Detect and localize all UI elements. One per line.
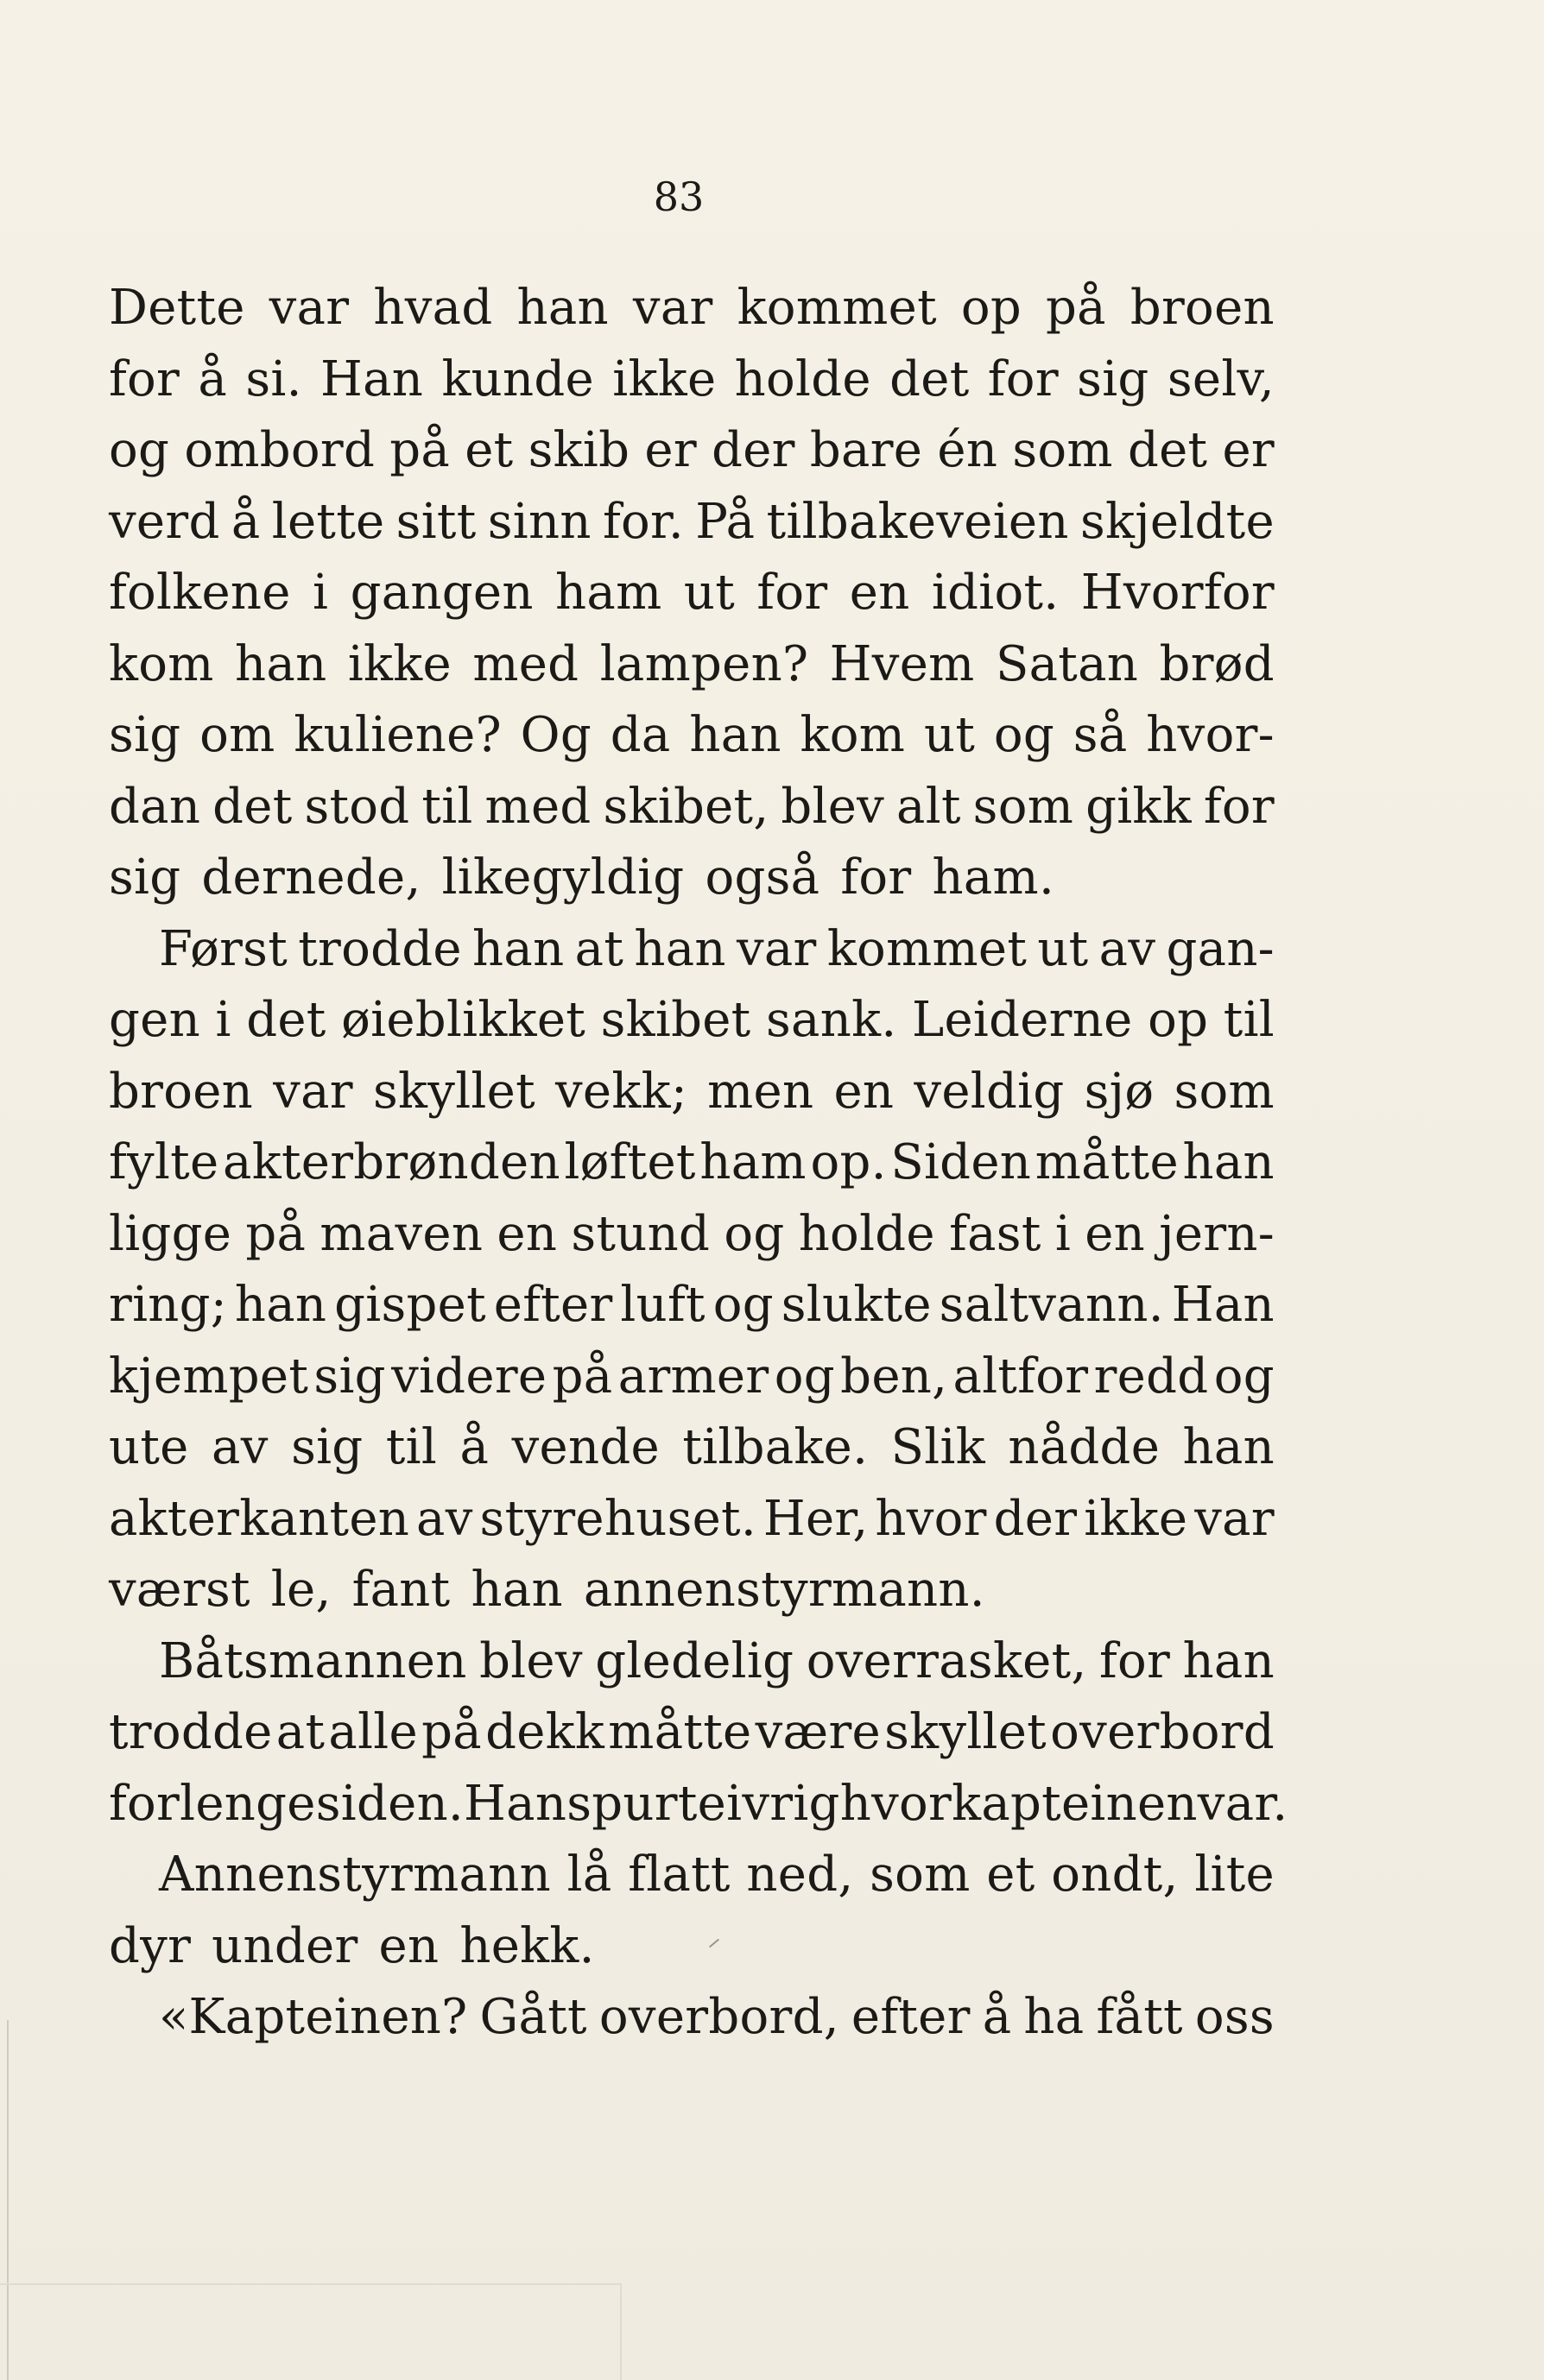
text-line — [109, 1555, 1275, 1626]
word: gan- — [1166, 920, 1275, 977]
word: var. — [1197, 1775, 1288, 1832]
word: overbord — [1050, 1704, 1275, 1760]
word: i — [215, 992, 231, 1048]
word: folkene — [109, 565, 291, 621]
word: blev — [479, 1632, 583, 1689]
word: han — [472, 920, 565, 977]
word: sig — [313, 1348, 386, 1405]
word: Siden — [890, 1134, 1032, 1190]
word: gangen — [350, 565, 534, 621]
word: vende — [511, 1419, 660, 1475]
word: kom — [800, 707, 906, 763]
word: Han — [464, 1775, 567, 1832]
word: å — [231, 493, 261, 550]
word: holde — [798, 1205, 935, 1262]
word: én — [937, 422, 998, 478]
word: at — [275, 1704, 326, 1760]
word: Dette — [109, 280, 245, 336]
word: sig — [109, 849, 181, 906]
word: tilbake. — [682, 1419, 869, 1475]
word: han — [516, 280, 609, 336]
word: ut — [1037, 920, 1089, 977]
word: lå — [566, 1847, 612, 1903]
word: Her, — [763, 1490, 869, 1547]
page-number: 83 — [653, 174, 705, 220]
word: for. — [602, 493, 684, 550]
word: ikke — [347, 635, 452, 692]
word: Først — [159, 920, 288, 977]
word: han — [689, 707, 781, 763]
word: ikke — [1084, 1490, 1188, 1547]
word: for — [109, 350, 180, 407]
word: der — [993, 1490, 1078, 1547]
word: lampen? — [599, 635, 809, 692]
word: idiot. — [931, 565, 1060, 621]
word: et — [986, 1847, 1035, 1903]
word: altfor — [952, 1348, 1089, 1405]
text-line — [109, 415, 1275, 487]
word: løftet — [564, 1134, 696, 1190]
word: ombord — [184, 422, 376, 478]
text-line — [109, 1127, 1275, 1199]
word: skibet — [600, 992, 751, 1048]
word: hekk. — [459, 1917, 595, 1974]
word: efter — [851, 1989, 971, 2045]
word: broen — [1130, 280, 1275, 336]
word: si. — [245, 350, 302, 407]
word: en — [378, 1917, 440, 1974]
word: han — [634, 920, 726, 977]
word: skyllet — [373, 1063, 535, 1120]
word: var — [632, 280, 713, 336]
word: Satan — [995, 635, 1139, 692]
word: og — [712, 1277, 774, 1333]
word: ondt, — [1051, 1847, 1179, 1903]
word: bare — [809, 422, 923, 478]
text-line — [109, 1199, 1275, 1271]
word: kjempet — [109, 1348, 309, 1405]
word: armer — [617, 1348, 769, 1405]
word: et — [465, 422, 514, 478]
word: ivrig — [726, 1775, 840, 1832]
word: fast — [949, 1205, 1041, 1262]
word: kuliene? — [294, 707, 502, 763]
word: flatt — [628, 1847, 731, 1903]
text-line — [109, 1982, 1275, 2054]
word: Slik — [890, 1419, 985, 1475]
text-line — [109, 772, 1275, 843]
word: ring; — [109, 1277, 227, 1333]
word: gikk — [1085, 778, 1192, 835]
text-line — [109, 273, 1275, 344]
word: ute — [109, 1419, 189, 1475]
text-line — [109, 487, 1275, 559]
word: en — [849, 565, 910, 621]
word: fått — [1096, 1989, 1183, 2045]
word: gledelig — [595, 1632, 794, 1689]
word: efter — [493, 1277, 613, 1333]
word: det — [246, 992, 326, 1048]
word: Båtsmannen — [159, 1632, 467, 1689]
word: ligge — [109, 1205, 232, 1262]
word: Og — [520, 707, 592, 763]
word: at — [574, 920, 624, 977]
word: ham. — [932, 849, 1055, 906]
body-text — [109, 273, 1288, 2054]
word: under — [212, 1917, 358, 1974]
word: «Kapteinen? — [159, 1989, 468, 2045]
text-line — [109, 1911, 1275, 1983]
corner-rule — [0, 2283, 622, 2285]
word: var — [269, 280, 350, 336]
word: annenstyrmann. — [583, 1562, 985, 1618]
word: sitt — [395, 493, 477, 550]
word: redd — [1093, 1348, 1209, 1405]
word: ham — [555, 565, 662, 621]
word: på — [389, 422, 451, 478]
word: ned, — [746, 1847, 854, 1903]
word: kapteinen — [952, 1775, 1198, 1832]
text-line — [109, 1840, 1275, 1911]
word: blev — [781, 778, 885, 835]
word: og — [774, 1348, 835, 1405]
text-line — [109, 1484, 1275, 1556]
text-line — [109, 1342, 1275, 1413]
word: det — [889, 350, 970, 407]
word: verd — [109, 493, 220, 550]
word: kunde — [441, 350, 594, 407]
word: som — [1174, 1063, 1275, 1120]
word: i — [313, 565, 329, 621]
text-line — [109, 1626, 1275, 1698]
word: det — [1127, 422, 1208, 478]
word: en — [1085, 1205, 1146, 1262]
word: ben, — [840, 1348, 948, 1405]
word: som — [972, 778, 1074, 835]
corner-rule-vertical — [620, 2283, 622, 2380]
word: men — [707, 1063, 814, 1120]
word: likegyldig — [441, 849, 685, 906]
word: op. — [810, 1134, 887, 1190]
word: på — [245, 1205, 307, 1262]
word: alt — [896, 778, 961, 835]
word: var — [1194, 1490, 1275, 1547]
word: værst — [109, 1562, 250, 1618]
word: han — [1182, 1134, 1275, 1190]
word: er — [1222, 422, 1275, 478]
text-line — [109, 914, 1275, 986]
word: i — [1054, 1205, 1072, 1262]
word: saltvann. — [939, 1277, 1164, 1333]
word: ha — [1023, 1989, 1085, 2045]
binding-edge — [0, 2020, 9, 2380]
word: av — [416, 1490, 473, 1547]
word: som — [870, 1847, 971, 1903]
word: dekk — [485, 1704, 605, 1760]
word: der — [712, 422, 795, 478]
word: er — [644, 422, 697, 478]
word: kommet — [826, 920, 1028, 977]
word: holde — [734, 350, 871, 407]
word: på — [552, 1348, 613, 1405]
word: øieblikket — [341, 992, 586, 1048]
word: Hvem — [829, 635, 975, 692]
word: for — [109, 1775, 180, 1832]
word: overbord, — [598, 1989, 839, 2045]
word: jern- — [1159, 1205, 1275, 1262]
word: fylte — [109, 1134, 219, 1190]
word: trodde — [298, 920, 462, 977]
word: ut — [683, 565, 735, 621]
text-line — [109, 629, 1275, 701]
word: skibet, — [603, 778, 769, 835]
text-line — [109, 1057, 1275, 1128]
word: sjø — [1084, 1063, 1155, 1120]
text-line — [109, 1412, 1275, 1484]
word: le, — [270, 1562, 332, 1618]
word: luft — [620, 1277, 706, 1333]
word: hvor — [839, 1775, 952, 1832]
word: en — [497, 1205, 558, 1262]
word: til — [1223, 992, 1275, 1048]
word: kommet — [737, 280, 937, 336]
word: Gått — [479, 1989, 587, 2045]
word: med — [484, 778, 592, 835]
word: også — [705, 849, 820, 906]
word: Hvorfor — [1080, 565, 1275, 621]
word: tilbakeveien — [766, 493, 1069, 550]
word: for — [987, 350, 1059, 407]
word: akterkanten — [109, 1490, 410, 1547]
word: oss — [1194, 1989, 1275, 2045]
word: på — [1046, 280, 1106, 336]
text-line — [109, 700, 1275, 772]
word: vekk; — [555, 1063, 688, 1120]
word: var — [736, 920, 817, 977]
word: å — [198, 350, 228, 407]
word: op — [1148, 992, 1209, 1048]
word: han — [234, 1277, 327, 1333]
word: være — [755, 1704, 881, 1760]
word: veldig — [914, 1063, 1065, 1120]
word: til — [385, 1419, 438, 1475]
word: sinn — [487, 493, 592, 550]
word: styrehuset. — [479, 1490, 756, 1547]
word: sig — [1077, 350, 1149, 407]
word: lite — [1194, 1847, 1275, 1903]
word: ham — [699, 1134, 807, 1190]
word: med — [472, 635, 579, 692]
word: broen — [109, 1063, 254, 1120]
word: akterbrønden — [223, 1134, 560, 1190]
text-line — [109, 344, 1275, 416]
word: nådde — [1008, 1419, 1161, 1475]
word: fant — [351, 1562, 451, 1618]
text-line — [109, 985, 1275, 1057]
word: og — [724, 1205, 785, 1262]
word: for — [756, 565, 828, 621]
word: for — [1203, 778, 1275, 835]
word: dyr — [109, 1917, 192, 1974]
word: ut — [923, 707, 976, 763]
word: hvor — [875, 1490, 987, 1547]
word: På — [695, 493, 756, 550]
word: og — [993, 707, 1055, 763]
word: var — [273, 1063, 353, 1120]
word: av — [212, 1419, 269, 1475]
word: for — [1098, 1632, 1171, 1689]
word: sig — [291, 1419, 364, 1475]
word: slukte — [781, 1277, 932, 1333]
word: så — [1073, 707, 1128, 763]
word: op — [960, 280, 1022, 336]
word: Han — [1171, 1277, 1275, 1333]
word: dernede, — [201, 849, 421, 906]
word: sig — [109, 707, 181, 763]
word: trodde — [109, 1704, 273, 1760]
text-line — [109, 843, 1275, 914]
word: å — [459, 1419, 490, 1475]
word: videre — [391, 1348, 547, 1405]
word: til — [421, 778, 473, 835]
text-line — [109, 1769, 1288, 1840]
word: Han — [320, 350, 424, 407]
text-line — [109, 558, 1275, 629]
word: han — [1182, 1419, 1275, 1475]
word: han — [235, 635, 327, 692]
word: selv, — [1167, 350, 1275, 407]
text-line — [109, 1270, 1275, 1342]
word: en — [833, 1063, 895, 1120]
word: maven — [320, 1205, 484, 1262]
word: spurte — [566, 1775, 727, 1832]
word: sank. — [766, 992, 897, 1048]
word: og — [1213, 1348, 1275, 1405]
text-line — [109, 1697, 1275, 1769]
word: skyllet — [884, 1704, 1047, 1760]
word: skjeldte — [1079, 493, 1275, 550]
word: alle — [328, 1704, 418, 1760]
word: siden. — [315, 1775, 465, 1832]
word: gispet — [334, 1277, 486, 1333]
word: han — [1182, 1632, 1275, 1689]
word: på — [421, 1704, 482, 1760]
word: overrasket, — [806, 1632, 1087, 1689]
word: måtte — [1035, 1134, 1179, 1190]
word: lenge — [180, 1775, 316, 1832]
word: stund — [571, 1205, 711, 1262]
word: da — [610, 707, 671, 763]
word: Leiderne — [911, 992, 1133, 1048]
word: han — [471, 1562, 563, 1618]
word: Annenstyrmann — [159, 1847, 551, 1903]
word: gen — [109, 992, 200, 1048]
word: som — [1012, 422, 1113, 478]
word: hvor- — [1146, 707, 1275, 763]
word: måtte — [608, 1704, 752, 1760]
word: av — [1098, 920, 1156, 977]
word: stod — [304, 778, 410, 835]
word: hvad — [373, 280, 493, 336]
word: ikke — [612, 350, 717, 407]
word: det — [212, 778, 293, 835]
word: brød — [1159, 635, 1275, 692]
word: dan — [109, 778, 201, 835]
word: lette — [271, 493, 385, 550]
word: og — [109, 422, 170, 478]
word: for — [840, 849, 912, 906]
word: om — [199, 707, 275, 763]
word: kom — [109, 635, 214, 692]
word: å — [982, 1989, 1012, 2045]
word: skib — [528, 422, 630, 478]
